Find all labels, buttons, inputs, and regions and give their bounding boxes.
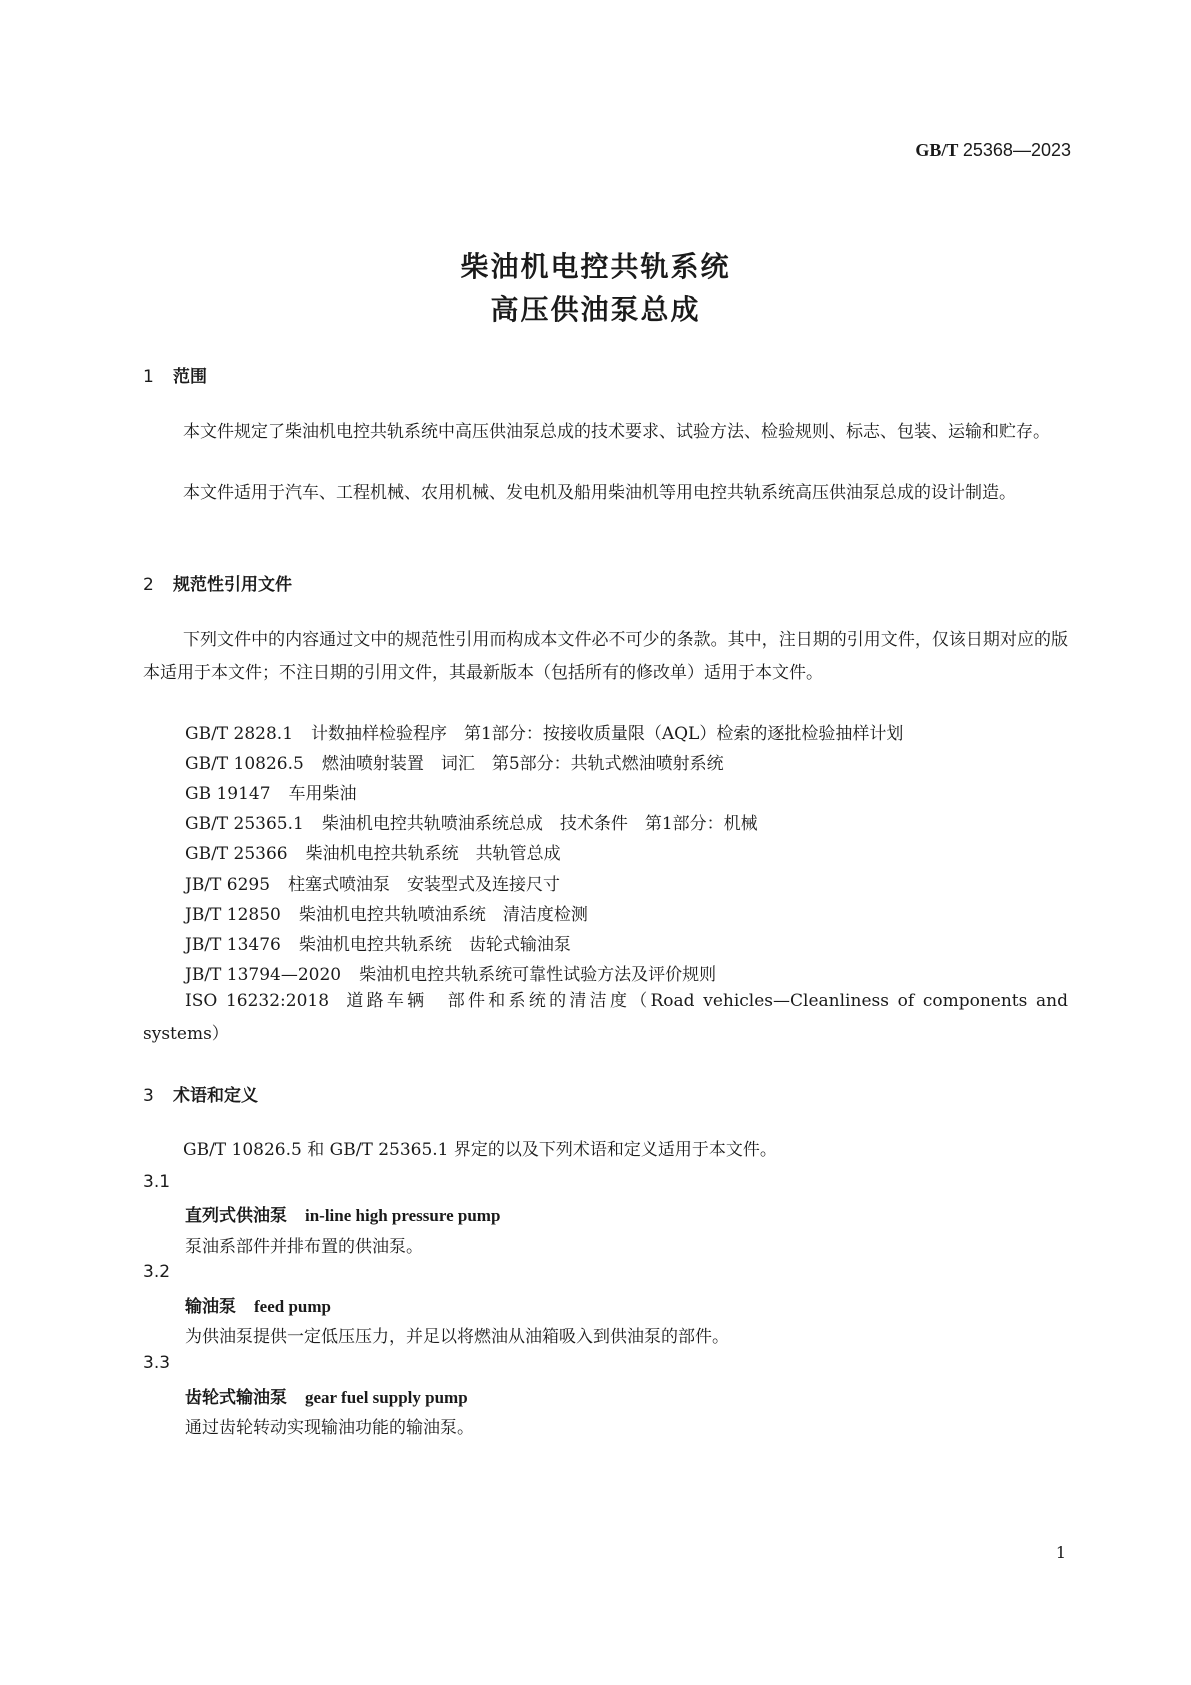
- reference-item: [185, 900, 588, 925]
- reference-title: 计数抽样检验程序 第1部分：按接收质量限（AQL）检索的逐批检验抽样计划: [311, 724, 904, 744]
- section-3-intro: [143, 1134, 1068, 1167]
- section-3-heading: [143, 1081, 258, 1106]
- reference-code: JB/T 6295: [185, 875, 271, 895]
- term-zh: 直列式供油泵: [185, 1206, 287, 1226]
- clause-number: 3.3: [143, 1353, 171, 1373]
- term-zh: 输油泵: [185, 1297, 236, 1317]
- section-1-number: 1: [143, 367, 154, 387]
- section-1-paragraph-1: [143, 416, 1068, 449]
- section-3-title: 术语和定义: [173, 1086, 258, 1106]
- reference-code: JB/T 12850: [185, 905, 281, 925]
- term-definition: 为供油泵提供一定低压压力，并足以将燃油从油箱吸入到供油泵的部件。: [185, 1327, 729, 1347]
- reference-code: ISO 16232:2018: [185, 991, 330, 1011]
- term-en: in-line high pressure pump: [305, 1206, 501, 1225]
- section-1-title: 范围: [173, 367, 207, 387]
- reference-title: 柴油机电控共轨喷油系统总成 技术条件 第1部分：机械: [321, 814, 758, 834]
- reference-code: JB/T 13794—2020: [185, 965, 342, 985]
- reference-title: 燃油喷射装置 词汇 第5部分：共轨式燃油喷射系统: [321, 754, 724, 774]
- page-number: 1: [1055, 1543, 1066, 1562]
- reference-title: 柴油机电控共轨喷油系统 清洁度检测: [298, 905, 588, 925]
- section-1-paragraph-2-text: 本文件适用于汽车、工程机械、农用机械、发电机及船用柴油机等用电控共轨系统高压供油泵总成的设计制造。: [183, 483, 1016, 503]
- reference-item: [185, 719, 903, 744]
- section-2-intro: [143, 624, 1068, 690]
- document-code: 25368—2023: [962, 140, 1071, 160]
- reference-title: 车用柴油: [288, 784, 357, 804]
- reference-title: 道路车辆 部件和系统的清洁度（Road vehicles—Cleanliness of components and systems）: [143, 991, 1068, 1044]
- reference-code: GB 19147: [185, 784, 271, 804]
- term-zh: 齿轮式输油泵: [185, 1388, 287, 1408]
- document-number: [915, 140, 1071, 161]
- section-1-heading: [143, 362, 207, 387]
- document-title-line2: 高压供油泵总成: [490, 293, 701, 326]
- document-prefix: GB/T: [915, 140, 959, 160]
- reference-title: 柴油机电控共轨系统 共轨管总成: [305, 844, 561, 864]
- section-3-intro-text: GB/T 10826.5 和 GB/T 25365.1 界定的以及下列术语和定义适用于本文件。: [183, 1140, 777, 1160]
- term-en: gear fuel supply pump: [305, 1388, 468, 1407]
- section-2-title: 规范性引用文件: [173, 575, 292, 595]
- term-definition: 泵油系部件并排布置的供油泵。: [185, 1237, 423, 1257]
- section-2-number: 2: [143, 575, 154, 595]
- reference-title: 柱塞式喷油泵 安装型式及连接尺寸: [288, 875, 561, 895]
- section-2-intro-text: 下列文件中的内容通过文中的规范性引用而构成本文件必不可少的条款。其中，注日期的引用文件，仅该日期对应的版本适用于本文件；不注日期的引用文件，其最新版本（包括所有的修改单）适用于本文件。: [143, 630, 1068, 683]
- reference-code: JB/T 13476: [185, 935, 281, 955]
- reference-item: [185, 960, 716, 985]
- reference-item: [185, 779, 357, 804]
- reference-item: [185, 839, 561, 864]
- term-heading: [185, 1292, 331, 1317]
- document-title-line1: 柴油机电控共轨系统: [460, 250, 731, 283]
- section-3-number: 3: [143, 1086, 154, 1106]
- reference-title: 柴油机电控共轨系统 齿轮式输油泵: [298, 935, 571, 955]
- reference-item: [185, 870, 560, 895]
- section-1-paragraph-2: [143, 477, 1068, 510]
- reference-code: GB/T 25365.1: [185, 814, 304, 834]
- reference-item-iso: [143, 985, 1068, 1051]
- term-en: feed pump: [254, 1297, 331, 1316]
- term-heading: [185, 1201, 500, 1226]
- section-2-heading: [143, 570, 292, 595]
- clause-number: 3.2: [143, 1262, 171, 1282]
- reference-code: GB/T 10826.5: [185, 754, 304, 774]
- reference-item: [185, 749, 724, 774]
- reference-item: [185, 809, 758, 834]
- reference-item: [185, 930, 571, 955]
- term-heading: [185, 1383, 468, 1408]
- reference-title: 柴油机电控共轨系统可靠性试验方法及评价规则: [359, 965, 717, 985]
- reference-code: GB/T 25366: [185, 844, 288, 864]
- section-1-paragraph-1-text: 本文件规定了柴油机电控共轨系统中高压供油泵总成的技术要求、试验方法、检验规则、标志、包装、运输和贮存。: [183, 422, 1050, 442]
- reference-code: GB/T 2828.1: [185, 724, 294, 744]
- term-definition: 通过齿轮转动实现输油功能的输油泵。: [185, 1418, 474, 1438]
- clause-number: 3.1: [143, 1172, 171, 1192]
